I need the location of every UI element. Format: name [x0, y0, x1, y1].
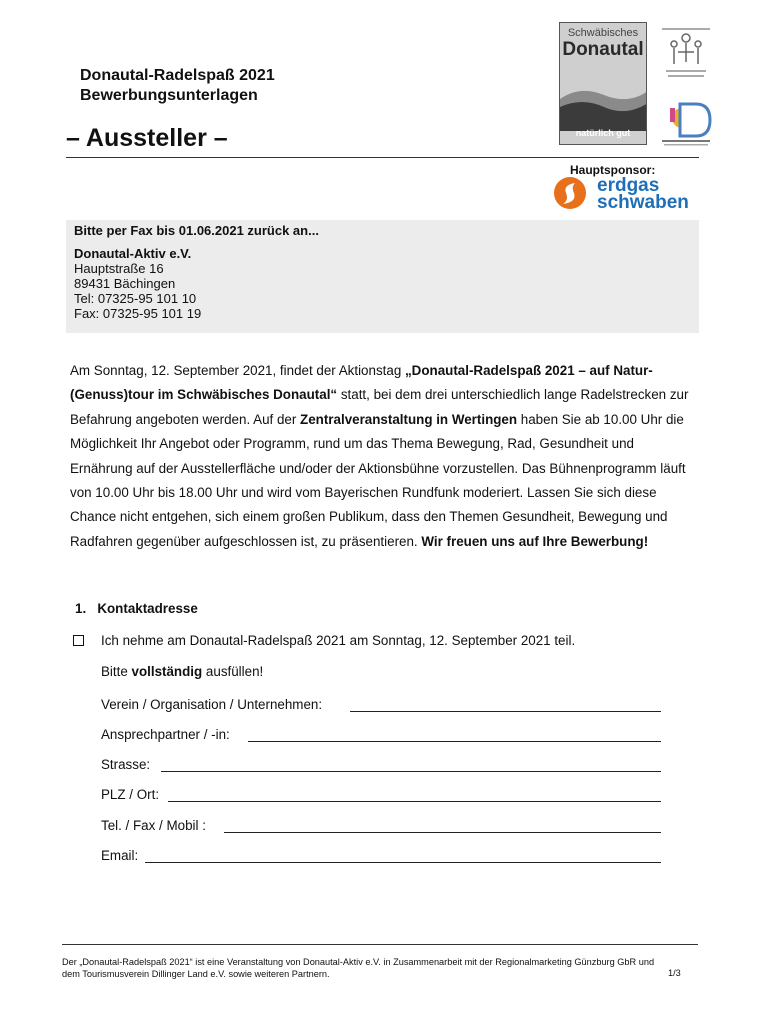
field-label-plz: PLZ / Ort:: [101, 787, 160, 802]
participation-text: Ich nehme am Donautal-Radelspaß 2021 am Sonntag, 12. September 2021 teil.: [101, 633, 576, 648]
field-input-verein[interactable]: [350, 699, 661, 712]
field-row-ansprechpartner: [101, 727, 230, 742]
fax-fax: Fax: 07325-95 101 19: [74, 306, 202, 321]
flame-icon: [553, 176, 587, 210]
fax-street: Hauptstraße 16: [74, 261, 164, 276]
fax-return-box: [66, 220, 699, 333]
field-label-tel: Tel. / Fax / Mobil :: [101, 818, 206, 833]
page-heading: – Aussteller –: [66, 124, 228, 152]
field-input-plz[interactable]: [168, 789, 661, 802]
sponsor-line1: erdgas: [597, 175, 660, 196]
footer-divider: [62, 944, 698, 945]
title-line-1: Donautal-Radelspaß 2021: [80, 67, 275, 84]
field-input-tel[interactable]: [224, 820, 661, 833]
field-row-verein: [101, 697, 322, 712]
fill-hint-pre: Bitte: [101, 664, 132, 679]
donautal-logo-line1: Schwäbisches: [567, 27, 639, 39]
page-number: 1/3: [668, 968, 681, 978]
header-divider: [66, 157, 699, 158]
intro-paragraph: [70, 359, 695, 554]
intro-bold-venue: Zentralveranstaltung in Wertingen: [300, 411, 518, 427]
field-row-email: [101, 848, 138, 863]
intro-bold-event: „Donautal-Radelspaß 2021 – auf Natur-(Genuss)tour im Schwäbisches Donautal“: [70, 363, 653, 403]
dillinger-land-logo-icon: [662, 104, 710, 146]
sponsor-label: Hauptsponsor:: [570, 163, 656, 177]
title-line-2: Bewerbungsunterlagen: [80, 87, 258, 104]
field-input-email[interactable]: [145, 850, 661, 863]
fax-instruction: Bitte per Fax bis 01.06.2021 zurück an...: [74, 223, 319, 238]
donautal-logo-tagline: natürlich gut: [575, 128, 631, 138]
landscape-wave-icon: [560, 81, 647, 131]
family-figures-icon: [662, 28, 710, 77]
donautal-logo: [559, 22, 647, 145]
field-input-ansprechpartner[interactable]: [248, 729, 661, 742]
document-title: [80, 66, 275, 106]
intro-text-1: Am Sonntag, 12. September 2021, findet der Aktionstag: [70, 363, 405, 378]
intro-text-2: statt, bei dem drei unterschiedlich lange Radelstrecken zur Befahrung angeboten werden. Auf der: [70, 387, 689, 427]
fill-hint: [101, 664, 263, 679]
intro-text-3: haben Sie ab 10.00 Uhr die Möglichkeit Ihr Angebot oder Programm, rund um das Thema Bewegung, Rad, Gesundheit und Ernährung auf der Ausstellerfläche und/oder der Aktionsbühne vorzustellen. Das Bühnenprogramm läuft von 10.00 Uhr bis 18.00 Uhr und wird vom Bayerischen Rundfunk moderiert. Lassen Sie sich diese Chance nicht entgehen, sich einem großen Publikum, dass den Themen Gesundheit, Bewegung und Radfahren gegenüber aufgeschlossen ist, zu präsentieren.: [70, 411, 686, 549]
field-label-verein: Verein / Organisation / Unternehmen:: [101, 697, 323, 712]
erdgas-schwaben-logo: [553, 176, 713, 212]
footer-text: Der „Donautal-Radelspaß 2021“ ist eine Veranstaltung von Donautal-Aktiv e.V. in Zusammenarbeit mit der Regionalmarketing Günzburg GbR und dem Tourismusverein Dillinger Land e.V. sowie weiteren Partnern.: [62, 957, 655, 979]
sponsor-line2: schwaben: [597, 192, 689, 213]
fax-city: 89431 Bächingen: [74, 276, 176, 291]
field-row-tel: [101, 818, 206, 833]
field-input-strasse[interactable]: [161, 759, 661, 772]
fill-hint-bold: vollständig: [131, 664, 203, 679]
field-label-strasse: Strasse:: [101, 757, 151, 772]
field-row-plz: [101, 787, 159, 802]
partner-logos: [656, 22, 716, 146]
field-label-email: Email:: [101, 848, 139, 863]
field-label-ansprechpartner: Ansprechpartner / -in:: [101, 727, 230, 742]
fill-hint-post: ausfüllen!: [202, 664, 264, 679]
donautal-logo-line2: Donautal: [562, 39, 644, 60]
section-heading-kontaktadresse: 1. Kontaktadresse: [75, 601, 198, 616]
intro-bold-closing: Wir freuen uns auf Ihre Bewerbung!: [421, 533, 649, 549]
participation-checkbox[interactable]: [73, 635, 84, 646]
field-row-strasse: [101, 757, 150, 772]
fax-tel: Tel: 07325-95 101 10: [74, 291, 197, 306]
fax-org: Donautal-Aktiv e.V.: [74, 246, 192, 261]
